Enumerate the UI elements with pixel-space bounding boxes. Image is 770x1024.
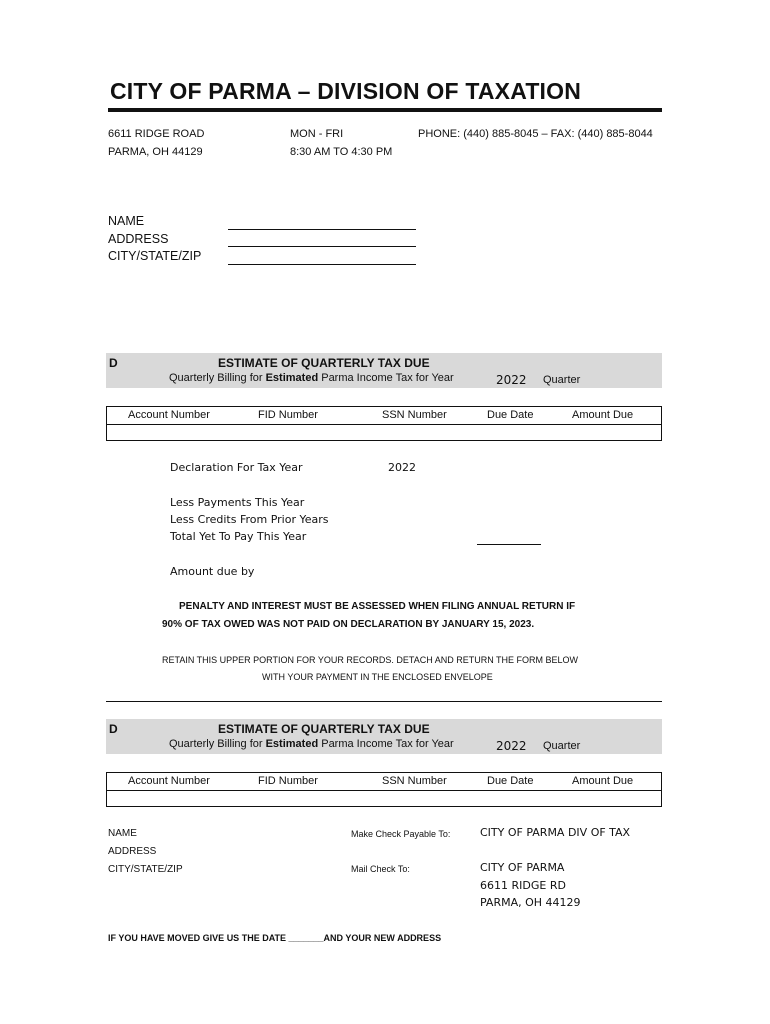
lower-quarter-label: Quarter	[543, 740, 581, 752]
mail-address-line2: 6611 RIDGE RD	[480, 879, 566, 892]
phone-fax: PHONE: (440) 885-8045 – FAX: (440) 885-8044	[418, 128, 653, 140]
upper-tax-year: 2022	[496, 373, 527, 387]
mail-address-line3: PARMA, OH 44129	[480, 896, 581, 909]
lower-col-account-number: Account Number	[128, 775, 210, 787]
detach-line	[106, 701, 662, 702]
upper-subtitle-suffix: Parma Income Tax for Year	[318, 372, 454, 384]
less-credits-label: Less Credits From Prior Years	[170, 513, 329, 526]
city-state-zip-label: CITY/STATE/ZIP	[108, 249, 202, 263]
upper-estimate-header-band	[106, 353, 662, 388]
lower-city-state-zip-label: CITY/STATE/ZIP	[108, 864, 183, 875]
name-label: NAME	[108, 214, 145, 228]
lower-account-table	[106, 772, 662, 807]
address-label: ADDRESS	[108, 232, 169, 246]
payable-to-value: CITY OF PARMA DIV OF TAX	[480, 826, 631, 839]
upper-col-fid-number: FID Number	[258, 409, 318, 421]
lower-tax-year: 2022	[496, 739, 527, 753]
office-address-line2: PARMA, OH 44129	[108, 146, 203, 158]
office-hours-time: 8:30 AM TO 4:30 PM	[290, 146, 393, 158]
penalty-notice-line1: PENALTY AND INTEREST MUST BE ASSESSED WHEN FILING ANNUAL RETURN IF	[179, 601, 576, 612]
retain-instruction-line2: WITH YOUR PAYMENT IN THE ENCLOSED ENVELOPE	[262, 672, 493, 682]
amount-due-by-label: Amount due by	[170, 565, 255, 578]
upper-col-due-date: Due Date	[487, 409, 534, 421]
lower-estimate-title: ESTIMATE OF QUARTERLY TAX DUE	[218, 722, 430, 736]
upper-col-account-number: Account Number	[128, 409, 210, 421]
lower-address-label: ADDRESS	[108, 846, 157, 857]
office-address-line1: 6611 RIDGE ROAD	[108, 128, 205, 140]
upper-form-code: D	[109, 356, 118, 370]
upper-estimate-subtitle	[169, 372, 454, 384]
retain-instruction-line1: RETAIN THIS UPPER PORTION FOR YOUR RECORDS. DETACH AND RETURN THE FORM BELOW	[162, 655, 579, 665]
payable-to-label: Make Check Payable To:	[351, 829, 451, 839]
lower-estimate-subtitle	[169, 738, 454, 750]
declaration-label: Declaration For Tax Year	[170, 461, 303, 474]
upper-subtitle-prefix: Quarterly Billing for	[169, 372, 266, 384]
upper-col-ssn-number: SSN Number	[382, 409, 447, 421]
lower-col-amount-due: Amount Due	[572, 775, 634, 787]
moved-address-note: IF YOU HAVE MOVED GIVE US THE DATE _______AND YOUR NEW ADDRESS	[108, 933, 442, 943]
mail-address-line1: CITY OF PARMA	[480, 861, 565, 874]
upper-table-header	[107, 407, 661, 425]
lower-form-code: D	[109, 722, 118, 736]
lower-subtitle-prefix: Quarterly Billing for	[169, 738, 266, 750]
lower-estimate-header-band	[106, 719, 662, 754]
upper-col-amount-due: Amount Due	[572, 409, 634, 421]
lower-col-fid-number: FID Number	[258, 775, 318, 787]
upper-estimate-title: ESTIMATE OF QUARTERLY TAX DUE	[218, 356, 430, 370]
lower-subtitle-suffix: Parma Income Tax for Year	[318, 738, 454, 750]
lower-name-label: NAME	[108, 828, 137, 839]
upper-subtitle-bold: Estimated	[265, 372, 319, 384]
mail-check-to-label: Mail Check To:	[351, 864, 410, 874]
lower-table-header	[107, 773, 661, 791]
total-yet-label: Total Yet To Pay This Year	[170, 530, 307, 543]
declaration-year: 2022	[388, 461, 416, 474]
lower-subtitle-bold: Estimated	[265, 738, 319, 750]
upper-account-table	[106, 406, 662, 441]
penalty-notice-line2: 90% OF TAX OWED WAS NOT PAID ON DECLARATION BY JANUARY 15, 2023.	[162, 619, 535, 630]
less-payments-label: Less Payments This Year	[170, 496, 305, 509]
title-rule	[108, 108, 662, 112]
office-hours-days: MON - FRI	[290, 128, 344, 140]
lower-col-due-date: Due Date	[487, 775, 534, 787]
total-amount-line	[477, 544, 541, 545]
city-state-zip-field-line[interactable]	[228, 264, 416, 265]
name-field-line[interactable]	[228, 229, 416, 230]
address-field-line[interactable]	[228, 246, 416, 247]
page-title: CITY OF PARMA – DIVISION OF TAXATION	[110, 78, 582, 104]
upper-quarter-label: Quarter	[543, 374, 581, 386]
lower-col-ssn-number: SSN Number	[382, 775, 447, 787]
